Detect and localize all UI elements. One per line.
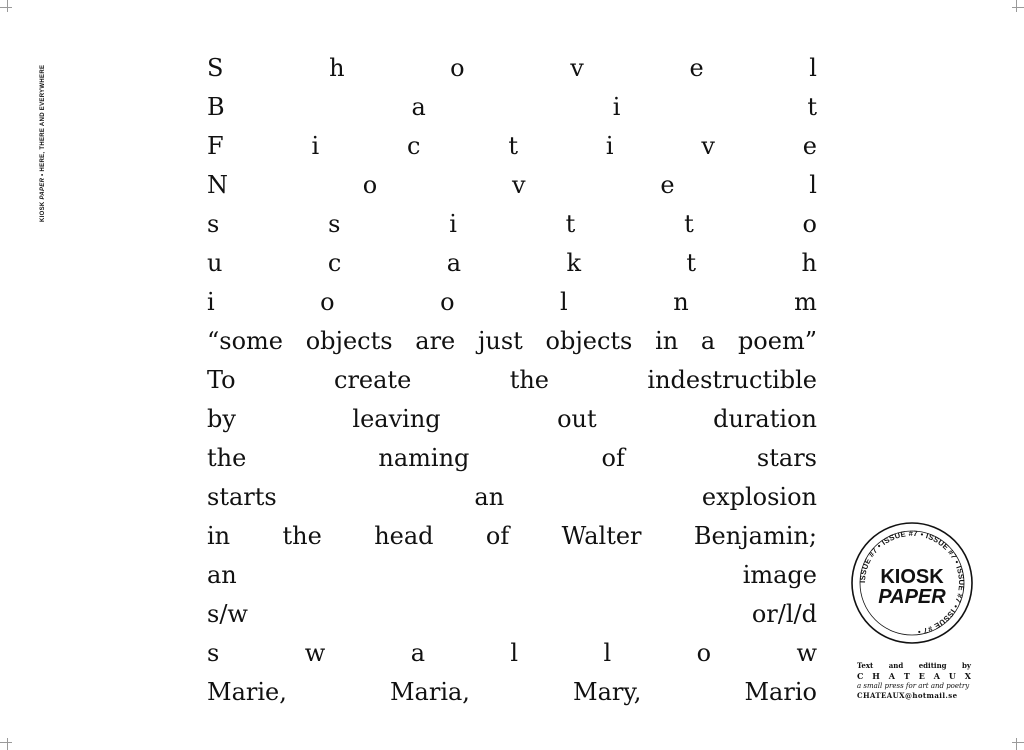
poem-word: the	[207, 444, 247, 472]
credits-word: and	[888, 661, 904, 670]
credits	[857, 661, 971, 701]
poem-word: u	[207, 249, 223, 277]
poem-line	[207, 283, 817, 322]
poem-word: an	[207, 561, 237, 589]
poem-word: o	[362, 171, 378, 199]
poem-word: objects	[305, 327, 393, 355]
side-tagline: • HERE, THERE AND EVERYWHERE	[40, 64, 46, 178]
poem-word: objects	[545, 327, 633, 355]
poem-word: v	[511, 171, 526, 199]
crop-mark	[1016, 0, 1017, 12]
poem-word: o	[320, 288, 335, 316]
poem-word: of	[485, 522, 510, 550]
crop-mark	[1012, 7, 1024, 8]
poem-line	[207, 88, 817, 127]
poem-word: an	[474, 483, 505, 511]
kiosk-paper-badge	[848, 519, 976, 647]
poem-word: i	[612, 93, 621, 121]
poem-word: just	[477, 327, 523, 355]
poem-word: w	[304, 639, 326, 667]
credits-word: A	[933, 671, 940, 681]
credits-word: by	[962, 661, 971, 670]
credits-line1	[857, 661, 971, 671]
poem-word: h	[329, 54, 345, 82]
credits-word: C	[857, 671, 864, 681]
poem-line	[207, 244, 817, 283]
poem-word: t	[508, 132, 518, 160]
poem-word: Marie,	[207, 678, 287, 706]
poem-word: stars	[756, 444, 817, 472]
poem-word: out	[557, 405, 597, 433]
poem-word: c	[407, 132, 421, 160]
credits-word: E	[918, 671, 925, 681]
poem-line	[207, 439, 817, 478]
poem-word: t	[565, 210, 576, 238]
credits-press-name	[857, 671, 971, 681]
poem-line	[207, 361, 817, 400]
poem-word: duration	[713, 405, 817, 433]
credits-word: H	[872, 671, 880, 681]
poem-word: create	[334, 366, 412, 394]
poem-word: a	[410, 639, 425, 667]
poem-word: are	[415, 327, 456, 355]
poem-line	[207, 634, 817, 673]
poem-word: Walter	[561, 522, 642, 550]
credits-word: A	[888, 671, 895, 681]
poem-word: by	[207, 405, 236, 433]
poem-word: h	[801, 249, 817, 277]
poem-word: e	[660, 171, 675, 199]
side-brand: KIOSK	[40, 201, 46, 222]
poem-word: S	[207, 54, 224, 82]
side-paper: PAPER	[40, 177, 46, 200]
poem-word: of	[601, 444, 625, 472]
credits-word: X	[964, 671, 971, 681]
poem-word: l	[510, 639, 519, 667]
poem-word: l	[809, 54, 817, 82]
poem-word: v	[701, 132, 715, 160]
poem-word: i	[311, 132, 320, 160]
crop-mark	[7, 0, 8, 12]
poem-line	[207, 49, 817, 88]
poem-word: v	[570, 54, 584, 82]
poem-word: the	[509, 366, 549, 394]
poem-word: F	[207, 132, 224, 160]
poem-word: or/l/d	[751, 600, 817, 628]
poem-line	[207, 478, 817, 517]
badge-title-line2: PAPER	[878, 586, 946, 608]
poem-word: starts	[207, 483, 277, 511]
poem-word: c	[327, 249, 342, 277]
poem-word: N	[207, 171, 228, 199]
poem-word: w	[796, 639, 817, 667]
poem-word: Mario	[744, 678, 817, 706]
poem-word: i	[207, 288, 215, 316]
poem-line	[207, 673, 817, 712]
poem-word: t	[807, 93, 817, 121]
poem-word: a	[411, 93, 426, 121]
poem-word: m	[794, 288, 817, 316]
poem-line	[207, 517, 817, 556]
poem-word: s/w	[207, 600, 248, 628]
credits-email: CHATEAUX@hotmail.se	[857, 691, 958, 700]
poem-word: “some	[207, 327, 283, 355]
credits-description: a small press for art and poetry	[857, 682, 970, 690]
poem-word: indestructible	[647, 366, 817, 394]
poem-word: image	[742, 561, 817, 589]
poem-word: Mary,	[573, 678, 642, 706]
poem-word: Maria,	[389, 678, 470, 706]
poem-word: t	[686, 249, 697, 277]
poem-line	[207, 166, 817, 205]
credits-word: Text	[857, 661, 874, 670]
poem-word: explosion	[701, 483, 817, 511]
poem-word: i	[449, 210, 457, 238]
poem-line	[207, 205, 817, 244]
poem-word: naming	[378, 444, 470, 472]
badge-ring-text: ISSUE #7 • ISSUE #7 • ISSUE #7 • ISSUE #7 • ISSUE #7 •	[857, 528, 967, 637]
poem-word: i	[605, 132, 614, 160]
credits-word: U	[948, 671, 956, 681]
crop-mark	[0, 742, 12, 743]
poem-word: a	[700, 327, 716, 355]
poem-line	[207, 322, 817, 361]
poem-word: in	[207, 522, 231, 550]
poem-word: in	[655, 327, 679, 355]
poem-word: B	[207, 93, 225, 121]
poem-line	[207, 556, 817, 595]
poem-word: l	[809, 171, 817, 199]
credits-word: editing	[918, 661, 947, 670]
poem-word: t	[684, 210, 694, 238]
poem-word: e	[689, 54, 704, 82]
poem-word: leaving	[352, 405, 441, 433]
side-masthead	[40, 65, 46, 222]
poem-word: o	[802, 210, 817, 238]
poem-word: s	[207, 210, 220, 238]
poem-word: o	[440, 288, 455, 316]
poem-word: the	[282, 522, 322, 550]
credits-word: T	[903, 671, 910, 681]
poem-word: head	[374, 522, 434, 550]
poem-word: s	[207, 639, 220, 667]
poem-word: s	[328, 210, 341, 238]
poem-line	[207, 595, 817, 634]
poem-word: Benjamin;	[693, 522, 817, 550]
poem-word: e	[802, 132, 817, 160]
poem-line	[207, 400, 817, 439]
poem-word: k	[566, 249, 581, 277]
poem-word: o	[696, 639, 712, 667]
crop-mark	[1012, 742, 1024, 743]
badge-title	[848, 567, 976, 607]
poem-word: o	[450, 54, 465, 82]
poem-word: l	[603, 639, 612, 667]
poem-word: poem”	[737, 327, 817, 355]
poem-word: To	[207, 366, 236, 394]
crop-mark	[7, 738, 8, 750]
badge-title-line1: KIOSK	[880, 566, 944, 588]
poem-line	[207, 127, 817, 166]
crop-mark	[1016, 738, 1017, 750]
poem	[207, 49, 817, 712]
poem-word: l	[560, 288, 568, 316]
poem-word: n	[673, 288, 689, 316]
crop-mark	[0, 7, 12, 8]
poem-word: a	[446, 249, 462, 277]
